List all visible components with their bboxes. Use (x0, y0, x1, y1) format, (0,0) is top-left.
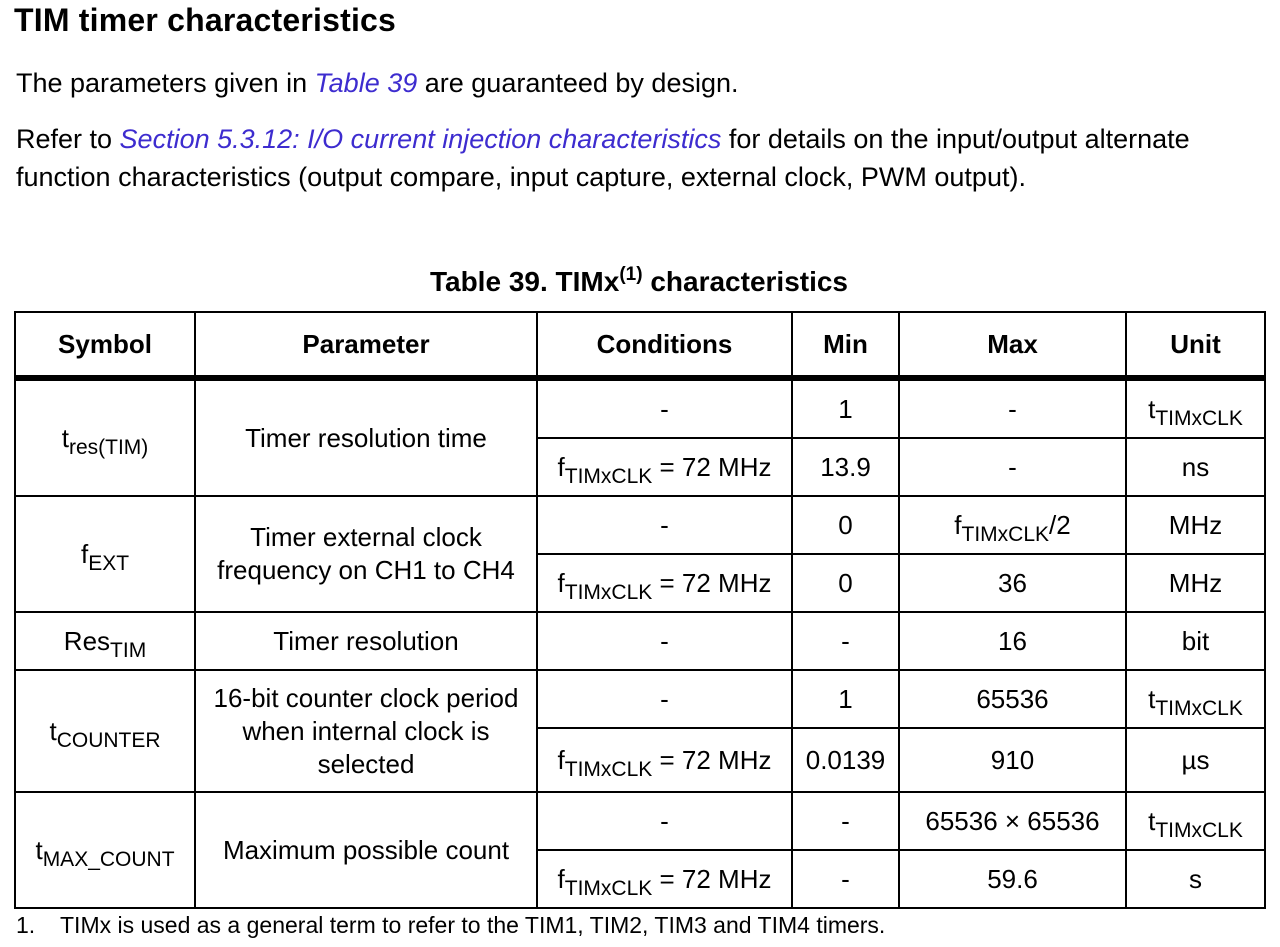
unit-cell: ns (1126, 438, 1265, 496)
unit-cell: $t_{TIMxCLK}$ (1126, 378, 1265, 438)
header-parameter: Parameter (195, 312, 537, 378)
symbol-tres: $t_{res(TIM)}$ (15, 378, 195, 496)
unit-cell: µs (1126, 728, 1265, 792)
min-cell: 0 (792, 496, 899, 554)
header-conditions: Conditions (537, 312, 792, 378)
table-row (15, 792, 1265, 850)
unit-cell: MHz (1126, 554, 1265, 612)
table-row (15, 496, 1265, 554)
condition-cell: - (537, 496, 792, 554)
min-cell: 13.9 (792, 438, 899, 496)
table-row (15, 612, 1265, 670)
min-cell: - (792, 792, 899, 850)
param-res-time: Timer resolution time (195, 378, 537, 496)
header-unit: Unit (1126, 312, 1265, 378)
param-counter: 16-bit counter clock period when internal clock is selected (195, 670, 537, 792)
header-symbol: Symbol (15, 312, 195, 378)
section-heading: TIM timer characteristics (14, 2, 397, 38)
max-cell: $f_{TIMxCLK}/2$ (899, 496, 1126, 554)
table-row (15, 670, 1265, 728)
param-resolution: Timer resolution (195, 612, 537, 670)
symbol-fext: $f_{EXT}$ (15, 496, 195, 612)
symbol-restim: Res$_{TIM}$ (15, 612, 195, 670)
min-cell: 1 (792, 378, 899, 438)
max-cell: 16 (899, 612, 1126, 670)
table-footnote (16, 912, 885, 939)
unit-cell: MHz (1126, 496, 1265, 554)
condition-cell: $f_{TIMxCLK} = 72$ MHz (537, 728, 792, 792)
condition-cell: $f_{TIMxCLK} = 72$ MHz (537, 438, 792, 496)
max-cell: 36 (899, 554, 1126, 612)
intro-paragraph: The parameters given in Table 39 are guaranteed by design. (16, 68, 739, 98)
max-cell: 65536 × 65536 (899, 792, 1126, 850)
footnote-number: 1. (16, 912, 36, 938)
table-caption: Table 39. TIMx$^{(1)}$ characteristics (429, 264, 849, 297)
unit-cell: bit (1126, 612, 1265, 670)
section-5-3-12-link[interactable]: Section 5.3.12: I/O current injection characteristics (119, 124, 722, 154)
table-39-link[interactable]: Table 39 (314, 68, 418, 98)
max-cell: 910 (899, 728, 1126, 792)
condition-cell: $f_{TIMxCLK} = 72$ MHz (537, 554, 792, 612)
condition-cell: - (537, 378, 792, 438)
reference-paragraph: Refer to Section 5.3.12: I/O current injection characteristics for details on the input/output alternate function characteristics (output compare, input capture, external clock, PWM output). (16, 124, 1190, 192)
footnote-text: TIMx is used as a general term to refer to the TIM1, TIM2, TIM3 and TIM4 timers. (60, 912, 886, 938)
condition-cell: $f_{TIMxCLK} = 72$ MHz (537, 850, 792, 908)
min-cell: 0.0139 (792, 728, 899, 792)
condition-cell: - (537, 670, 792, 728)
max-cell: 65536 (899, 670, 1126, 728)
unit-cell: s (1126, 850, 1265, 908)
header-min: Min (792, 312, 899, 378)
max-cell: - (899, 378, 1126, 438)
unit-cell: $t_{TIMxCLK}$ (1126, 670, 1265, 728)
condition-cell: - (537, 612, 792, 670)
timx-characteristics-table (14, 311, 1266, 909)
condition-cell: - (537, 792, 792, 850)
footnote-ref: (1) (619, 264, 643, 285)
header-max: Max (899, 312, 1126, 378)
max-cell: 59.6 (899, 850, 1126, 908)
min-cell: 1 (792, 670, 899, 728)
min-cell: - (792, 612, 899, 670)
param-max-count: Maximum possible count (195, 792, 537, 908)
table-header-row (15, 312, 1265, 378)
unit-cell: $t_{TIMxCLK}$ (1126, 792, 1265, 850)
min-cell: 0 (792, 554, 899, 612)
max-cell: - (899, 438, 1126, 496)
min-cell: - (792, 850, 899, 908)
param-ext-clock: Timer external clock frequency on CH1 to CH4 (195, 496, 537, 612)
symbol-tcounter: $t_{COUNTER}$ (15, 670, 195, 792)
table-row (15, 378, 1265, 438)
symbol-tmaxcount: $t_{MAX\_COUNT}$ (15, 792, 195, 908)
